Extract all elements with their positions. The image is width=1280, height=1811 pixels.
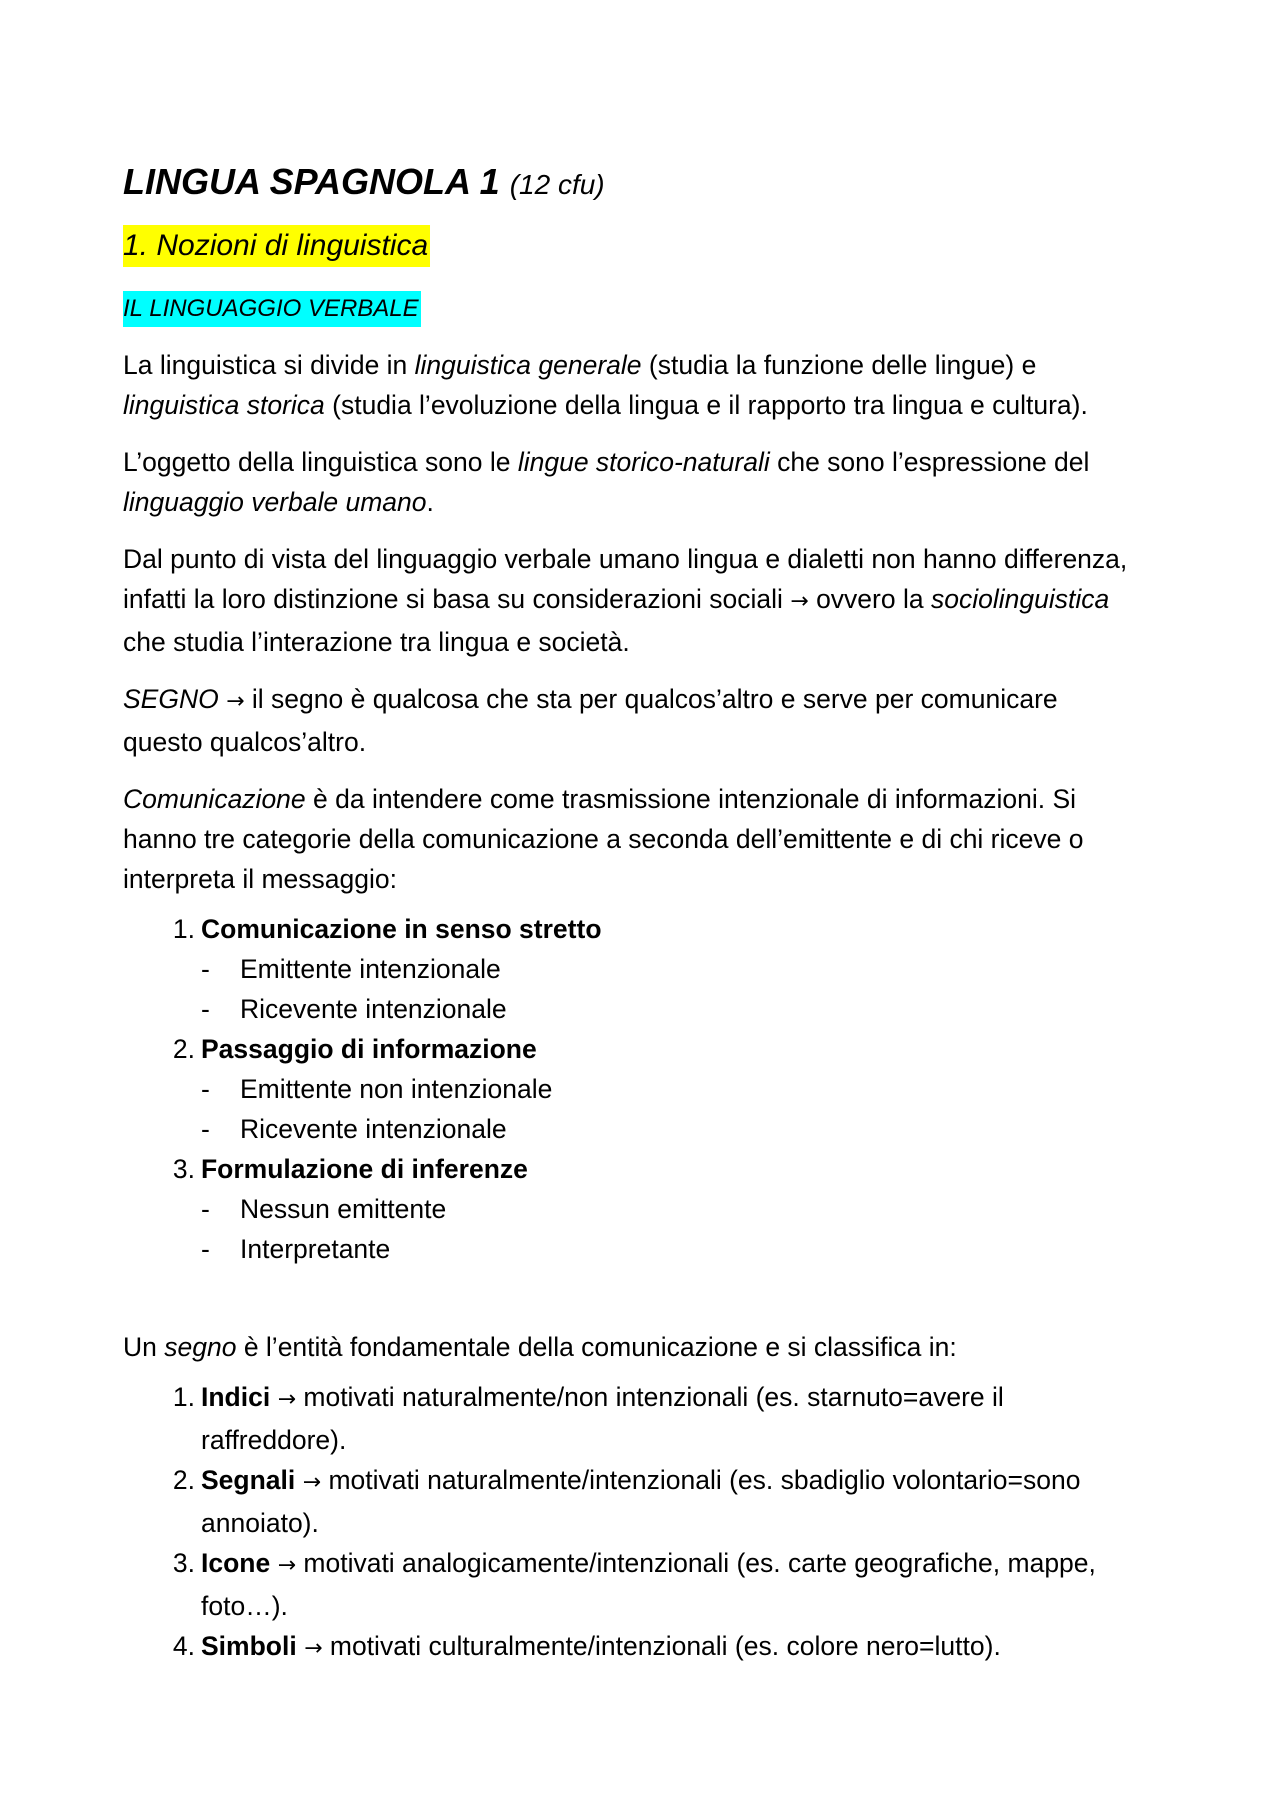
- list-item-label: Formulazione di inferenze: [201, 1154, 528, 1184]
- list-number: 1.: [172, 1382, 195, 1412]
- arrow-icon: →: [277, 1387, 297, 1412]
- list-item-text: motivati culturalmente/intenzionali (es. colore nero=lutto).: [322, 1631, 1001, 1661]
- list-item: [123, 1626, 1140, 1669]
- p1-text-a: La linguistica si divide in: [123, 350, 415, 380]
- p6-text-c: è l’entità fondamentale della comunicazione e si classifica in:: [236, 1332, 957, 1362]
- p1-text-c: (studia la funzione delle lingue) e: [641, 350, 1037, 380]
- sign-types-list: [123, 1377, 1140, 1669]
- arrow-icon: →: [304, 1636, 323, 1661]
- sub-list-item: [123, 1069, 1140, 1109]
- sub-list-text: Emittente non intenzionale: [240, 1074, 553, 1104]
- list-item-text: motivati naturalmente/intenzionali (es. sbadiglio volontario=sono annoiato).: [201, 1465, 1081, 1538]
- sub-list: [201, 949, 1140, 1029]
- section-heading-text: 1. Nozioni di linguistica: [123, 225, 430, 267]
- list-item-label: Passaggio di informazione: [201, 1034, 537, 1064]
- paragraph-linguistics-division: [123, 345, 1140, 425]
- dash-bullet: -: [201, 1114, 210, 1144]
- sub-list-text: Ricevente intenzionale: [240, 1114, 507, 1144]
- list-item: [123, 1377, 1140, 1460]
- list-item-text: motivati analogicamente/intenzionali (es. carte geografiche, mappe, foto…).: [201, 1548, 1096, 1621]
- arrow-icon: →: [226, 689, 245, 714]
- arrow-icon: →: [277, 1553, 297, 1578]
- list-number: 2.: [172, 1465, 195, 1495]
- p4-text-b: il segno è qualcosa che sta per qualcos’altro e serve per comunicare questo qualcos’altro.: [123, 684, 1058, 757]
- dash-bullet: -: [201, 1194, 210, 1224]
- dash-bullet: -: [201, 1234, 210, 1264]
- title-main: LINGUA SPAGNOLA 1: [123, 161, 500, 202]
- sub-list-text: Nessun emittente: [240, 1194, 447, 1224]
- list-item-label: Comunicazione in senso stretto: [201, 914, 602, 944]
- p5-term-communication: Comunicazione: [123, 784, 306, 814]
- subsection-heading: [123, 287, 1140, 327]
- list-item: [123, 1149, 1140, 1269]
- list-item-label: Indici: [201, 1382, 271, 1412]
- p1-term-general: linguistica generale: [414, 350, 642, 380]
- p3-text-a: Dal punto di vista del linguaggio verbale umano lingua e dialetti non hanno differenza, infatti la loro distinzione si basa su considerazioni sociali: [123, 544, 1128, 614]
- communication-categories-list: [123, 909, 1140, 1269]
- p2-text-e: .: [426, 487, 434, 517]
- dash-bullet: -: [201, 954, 210, 984]
- p2-text-a: L’oggetto della linguistica sono le: [123, 447, 518, 477]
- dash-bullet: -: [201, 1074, 210, 1104]
- document-title: [123, 158, 1140, 209]
- sub-list-item: [123, 989, 1140, 1029]
- section-heading: [123, 225, 1140, 267]
- list-number: 2.: [172, 1034, 195, 1064]
- arrow-icon: →: [790, 589, 809, 614]
- list-item-label: Icone: [201, 1548, 271, 1578]
- sub-list-item: [123, 1189, 1140, 1229]
- list-item: [123, 1460, 1140, 1543]
- list-item: [123, 1029, 1140, 1149]
- p3-text-d: che studia l’interazione tra lingua e società.: [123, 627, 630, 657]
- arrow-icon: →: [302, 1470, 322, 1495]
- list-number: 1.: [172, 914, 195, 944]
- p3-text-b: ovvero la: [808, 584, 931, 614]
- list-item-label: Simboli: [201, 1631, 297, 1661]
- title-credits: (12 cfu): [509, 169, 605, 200]
- paragraph-dialects: [123, 539, 1140, 662]
- list-item-label: Segnali: [201, 1465, 296, 1495]
- paragraph-linguistics-object: [123, 442, 1140, 522]
- sub-list: [201, 1189, 1140, 1269]
- paragraph-communication: [123, 779, 1140, 899]
- p2-term-verbal: linguaggio verbale umano: [123, 487, 427, 517]
- list-item-text: motivati naturalmente/non intenzionali (es. starnuto=avere il raffreddore).: [201, 1382, 1004, 1455]
- p4-term-segno: SEGNO: [123, 684, 219, 714]
- blank-line: [123, 1269, 1140, 1327]
- list-number: 4.: [172, 1631, 195, 1661]
- sub-list-item: [123, 1229, 1140, 1269]
- list-item: [123, 1543, 1140, 1626]
- dash-bullet: -: [201, 994, 210, 1024]
- sub-list: [201, 1069, 1140, 1149]
- p2-text-c: che sono l’espressione del: [769, 447, 1090, 477]
- sub-list-text: Interpretante: [240, 1234, 391, 1264]
- subsection-heading-text: IL LINGUAGGIO VERBALE: [123, 291, 421, 327]
- list-item: [123, 909, 1140, 1029]
- paragraph-segno-classification: [123, 1327, 1140, 1367]
- p5-text-b: è da intendere come trasmissione intenzionale di informazioni. Si hanno tre categorie della comunicazione a seconda dell’emittente e di chi riceve o interpreta il messaggio:: [123, 784, 1084, 894]
- p2-term-languages: lingue storico-naturali: [517, 447, 770, 477]
- p6-term-segno: segno: [164, 1332, 237, 1362]
- list-number: 3.: [172, 1154, 195, 1184]
- list-number: 3.: [172, 1548, 195, 1578]
- p6-text-a: Un: [123, 1332, 165, 1362]
- p1-term-historical: linguistica storica: [123, 390, 325, 420]
- sub-list-text: Ricevente intenzionale: [240, 994, 507, 1024]
- sub-list-text: Emittente intenzionale: [240, 954, 501, 984]
- p1-text-e: (studia l’evoluzione della lingua e il rapporto tra lingua e cultura).: [324, 390, 1088, 420]
- sub-list-item: [123, 949, 1140, 989]
- paragraph-segno: [123, 679, 1140, 762]
- sub-list-item: [123, 1109, 1140, 1149]
- p3-term-sociolinguistics: sociolinguistica: [930, 584, 1110, 614]
